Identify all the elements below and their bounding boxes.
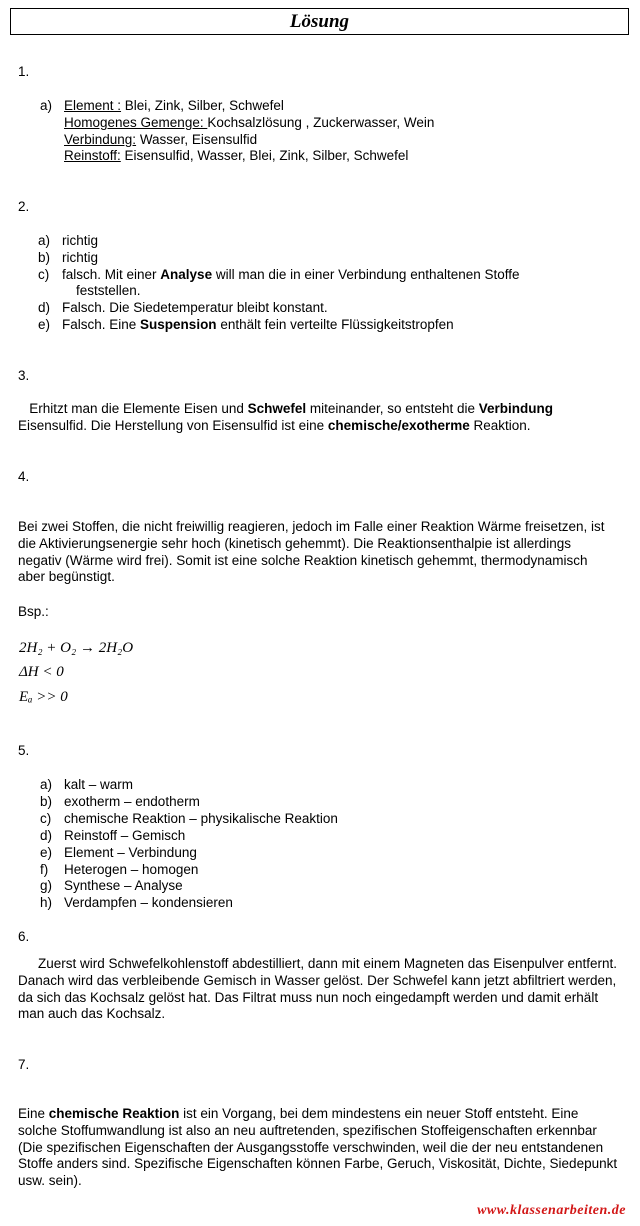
q1-term-3: Verbindung: xyxy=(64,131,137,147)
q1-line-4 xyxy=(40,148,434,165)
q1-rest-2: Kochsalzlösung , Zuckerwasser, Wein xyxy=(207,114,435,130)
q3-answer: Erhitzt man die Elemente Eisen und Schwefel miteinander, so entsteht die Verbindung Eisensulfid. Die Herstellung von Eisensulfid ist eine chemische/exotherme Reaktion. xyxy=(18,401,554,433)
q2-answers xyxy=(38,233,520,334)
q5-item-d: d) Reinstoff – Gemisch xyxy=(40,827,186,843)
q1-label: a) xyxy=(40,98,53,113)
q4-answer-text: Bei zwei Stoffen, die nicht freiwillig reagieren, jedoch im Falle einer Reaktion Wärme freisetzen, ist die Aktivierungsenergie sehr hoch (kinetisch gehemmt). Die Reaktionsenthalpie ist allerdings negativ (Wärme wird frei). Somit ist eine solche Reaktion kinetisch gehemmt, thermodynamisch aber begünstigt. xyxy=(18,519,605,585)
q1-rest-3: Wasser, Eisensulfid xyxy=(136,131,258,147)
q5-number: 5. xyxy=(18,743,30,758)
q2-item-b: b) richtig xyxy=(38,249,99,265)
q1-term-1: Element : xyxy=(64,98,122,113)
q1-line-2 xyxy=(40,115,434,132)
q6-number: 6. xyxy=(18,929,30,944)
formula-reaction: 2H₂ + O₂ → 2H₂O xyxy=(19,640,134,656)
q5-item-a: a) kalt – warm xyxy=(40,777,134,792)
q7-number: 7. xyxy=(18,1057,30,1072)
q5-item-b: b) exotherm – endotherm xyxy=(40,793,200,809)
q4-number: 4. xyxy=(18,469,30,484)
q7-answer-text: Eine chemische Reaktion ist ein Vorgang, bei dem mindestens ein neuer Stoff entsteht. Eine solche Stoffumwandlung ist also an neu auftretenden, spezifischen Stoffeigenschaften erkennbar (Die spezifischen Eigenschaften der Ausgangsstoffe verschwinden, weil die der neu entstandenen Stoffe anders sind. Spezifische Eigenschaften können Farbe, Geruch, Viskosität, Dichte, Siedepunkt usw. sein). xyxy=(18,1106,618,1189)
q2-item-a: a) richtig xyxy=(38,233,99,248)
q2-item-e: e) Falsch. Eine Suspension enthält fein verteilte Flüssigkeitstropfen xyxy=(38,316,454,332)
q1-rest-1: Blei, Zink, Silber, Schwefel xyxy=(121,98,284,113)
q2-number: 2. xyxy=(18,199,30,214)
q1-number: 1. xyxy=(18,64,30,79)
q1-term-2: Homogenes Gemenge: xyxy=(64,114,208,130)
q1-line-1 xyxy=(40,98,434,115)
website-link[interactable]: www.klassenarbeiten.de xyxy=(477,1203,626,1218)
q2-item-d: d) Falsch. Die Siedetemperatur bleibt konstant. xyxy=(38,300,328,316)
q4-example-label: Bsp.: xyxy=(18,604,49,619)
page-title: Lösung xyxy=(289,11,350,32)
q2-item-c-cont: feststellen. xyxy=(76,283,141,299)
q1-rest-4: Eisensulfid, Wasser, Blei, Zink, Silber, Schwefel xyxy=(120,148,409,164)
q6-answer-text: Zuerst wird Schwefelkohlenstoff abdestilliert, dann mit einem Magneten das Eisenpulver entfernt. Danach wird das verbleibende Gemisch in Wasser gelöst. Der Schwefel kann jetzt abfiltriert werden, da sich das Kochsalz gelöst hat. Das Filtrat muss nun noch eingedampft werden und damit erhält man auch das Kochsalz. xyxy=(18,956,618,1022)
q5-answers xyxy=(40,777,338,912)
q5-item-h: h) Verdampfen – kondensieren xyxy=(40,895,233,911)
q3-number: 3. xyxy=(18,368,30,383)
q5-item-g: g) Synthese – Analyse xyxy=(40,878,183,894)
q1-term-4: Reinstoff: xyxy=(64,148,121,164)
q1-line-3 xyxy=(40,132,434,149)
q1-answer xyxy=(40,98,434,165)
q2-item-c: c) falsch. Mit einer Analyse will man die in einer Verbindung enthaltenen Stoffe xyxy=(38,266,520,282)
q5-item-e: e) Element – Verbindung xyxy=(40,844,197,860)
formula-enthalpy: ΔH < 0 xyxy=(19,664,64,680)
q5-item-f: f) Heterogen – homogen xyxy=(40,861,199,877)
q5-item-c: c) chemische Reaktion – physikalische Reaktion xyxy=(40,810,338,826)
formula-activation-energy: Eₐ >> 0 xyxy=(19,689,68,705)
title-box xyxy=(10,8,629,35)
